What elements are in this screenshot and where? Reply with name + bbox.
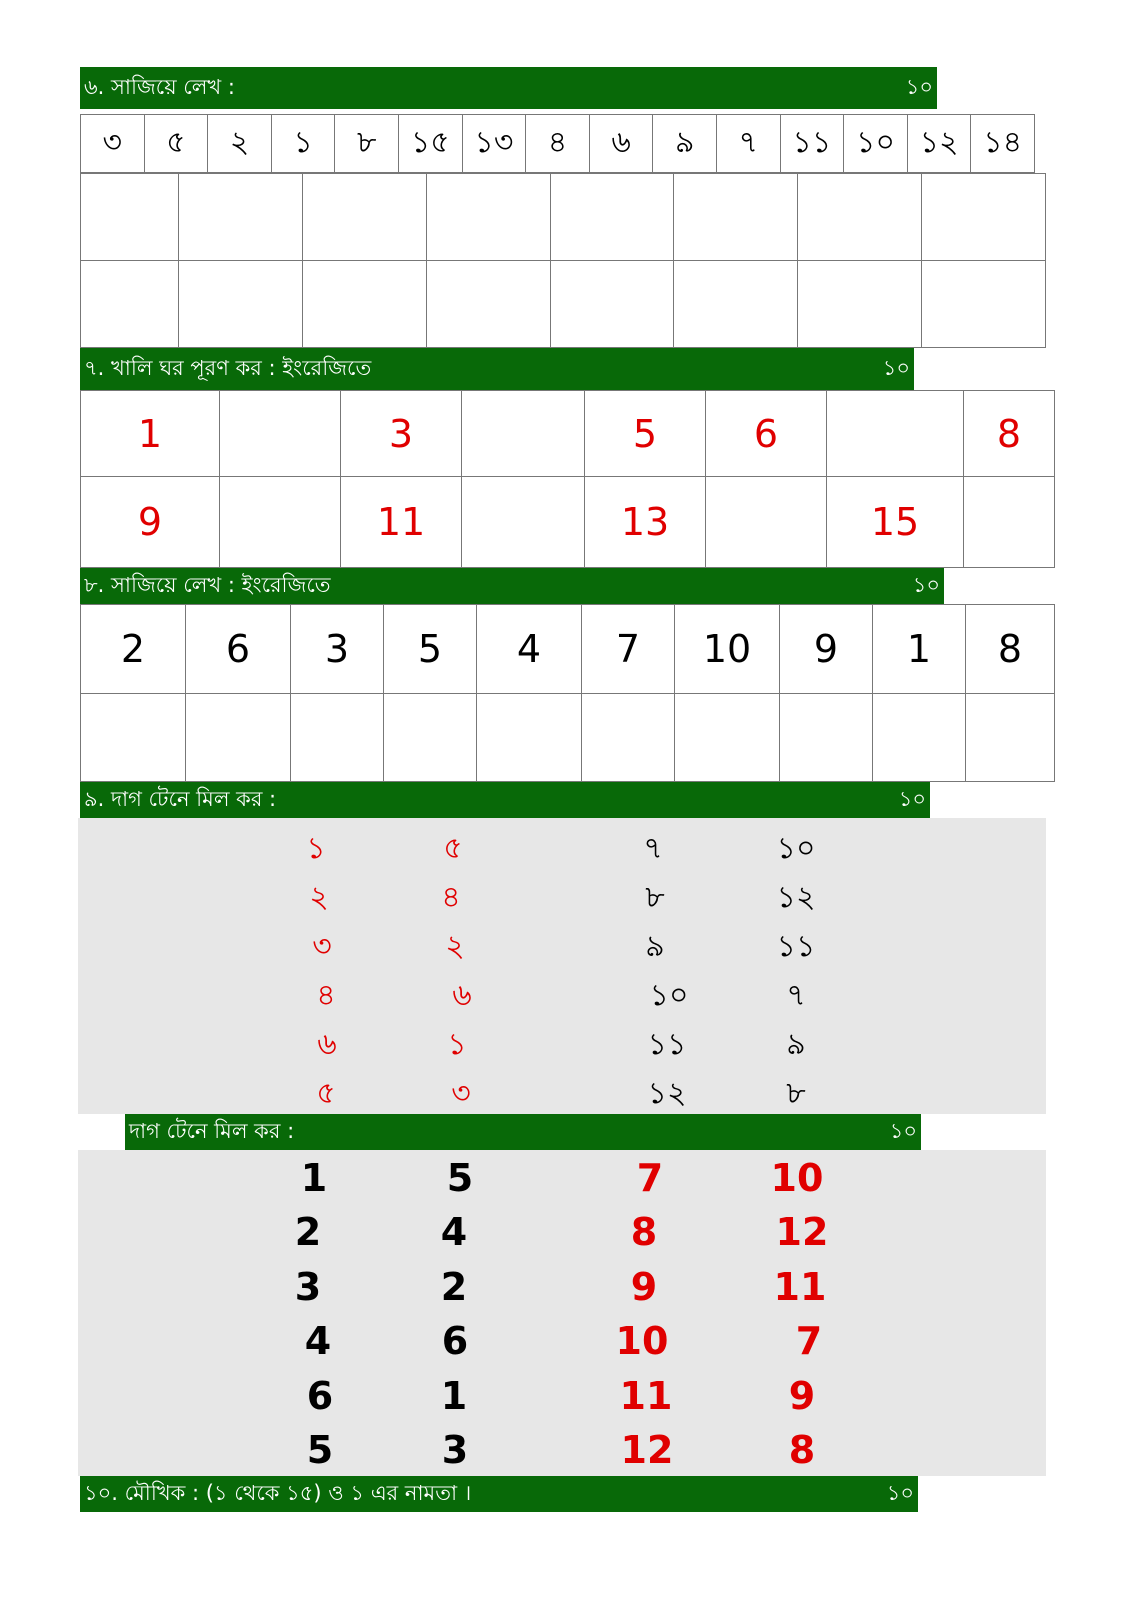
match-right-item[interactable]: ১০ (649, 978, 689, 1013)
q8-header (80, 568, 944, 604)
q9-title: ৯. দাগ টেনে মিল কর : (84, 786, 277, 811)
q7-cell: 13 (585, 477, 706, 568)
answer-box[interactable] (674, 174, 798, 261)
q7-cell: 1 (81, 391, 220, 477)
answer-box[interactable] (303, 261, 427, 348)
q9b-match-panel[interactable] (78, 1150, 1046, 1476)
match-right-item[interactable]: ১০ (776, 831, 816, 866)
q8-cell: 9 (780, 605, 873, 694)
match-right-item[interactable]: ১১ (776, 929, 816, 964)
match-left-item[interactable]: 4 (304, 1319, 332, 1363)
q8-cell: 6 (186, 605, 291, 694)
answer-box[interactable] (303, 174, 427, 261)
match-right-item[interactable]: 11 (773, 1265, 827, 1309)
match-left-item[interactable]: ৩ (312, 929, 332, 964)
match-right-item[interactable]: 10 (770, 1156, 824, 1200)
q7-cell: 11 (341, 477, 462, 568)
q6-cell: ১ (272, 115, 336, 173)
q9-header (80, 782, 930, 818)
q8-cell: 8 (966, 605, 1055, 694)
q9-match-panel[interactable] (78, 818, 1046, 1114)
q7-blank-cell[interactable] (462, 477, 585, 568)
q6-cell: ১৪ (971, 115, 1035, 173)
answer-box[interactable] (427, 174, 551, 261)
q6-marks: ১০ (905, 74, 933, 99)
match-right-item[interactable]: ৯ (645, 929, 665, 964)
answer-box[interactable] (384, 694, 477, 782)
match-left-item[interactable]: ১ (306, 831, 326, 866)
q6-cell: ৬ (590, 115, 654, 173)
answer-box[interactable] (675, 694, 780, 782)
match-right-item[interactable]: ৮ (786, 1076, 806, 1111)
match-right-item[interactable]: ১২ (647, 1076, 687, 1111)
answer-box[interactable] (179, 174, 303, 261)
match-left-item[interactable]: ২ (445, 929, 465, 964)
match-right-item[interactable]: ১২ (776, 880, 816, 915)
answer-box[interactable] (551, 261, 675, 348)
q8-cell: 5 (384, 605, 477, 694)
match-left-item[interactable]: ৬ (317, 1027, 337, 1062)
q9b-title: দাগ টেনে মিল কর : (129, 1118, 295, 1143)
q6-cell: ১০ (844, 115, 908, 173)
q8-cell: 7 (582, 605, 675, 694)
answer-box[interactable] (81, 261, 179, 348)
answer-box[interactable] (674, 261, 798, 348)
answer-box[interactable] (966, 694, 1055, 782)
match-left-item[interactable]: 2 (440, 1265, 468, 1309)
match-left-item[interactable]: 3 (294, 1265, 322, 1309)
answer-box[interactable] (582, 694, 675, 782)
match-left-item[interactable]: ৬ (452, 978, 472, 1013)
q9b-header (125, 1114, 921, 1150)
answer-box[interactable] (798, 261, 922, 348)
answer-box[interactable] (81, 694, 186, 782)
q7-blank-cell[interactable] (462, 391, 585, 477)
match-left-item[interactable]: ১ (447, 1027, 467, 1062)
match-right-item[interactable]: 11 (619, 1374, 673, 1418)
match-left-item[interactable]: 6 (306, 1374, 334, 1418)
q6-cell: ১৩ (463, 115, 527, 173)
q8-cell: 2 (81, 605, 186, 694)
match-right-item[interactable]: 7 (636, 1156, 664, 1200)
q7-marks: ১০ (882, 355, 910, 380)
match-right-item[interactable]: 12 (775, 1210, 829, 1254)
match-right-item[interactable]: 7 (795, 1319, 823, 1363)
match-right-item[interactable]: 9 (788, 1374, 816, 1418)
q7-title: ৭. খালি ঘর পূরণ কর : ইংরেজিতে (84, 355, 372, 380)
q6-cell: ৮ (335, 115, 399, 173)
match-right-item[interactable]: 10 (615, 1319, 669, 1363)
q8-cell: 3 (291, 605, 384, 694)
match-left-item[interactable]: 6 (441, 1319, 469, 1363)
q8-marks: ১০ (912, 572, 940, 597)
q10-marks: ১০ (886, 1480, 914, 1505)
match-left-item[interactable]: ৪ (441, 880, 461, 915)
q6-cell: ২ (208, 115, 272, 173)
q6-cell: ৯ (653, 115, 717, 173)
match-right-item[interactable]: ৮ (645, 880, 665, 915)
answer-box[interactable] (780, 694, 873, 782)
q8-grid (80, 604, 1055, 782)
q9b-marks: ১০ (889, 1118, 917, 1143)
q7-header (80, 348, 914, 390)
match-right-item[interactable]: ৭ (643, 831, 663, 866)
q7-blank-cell[interactable] (706, 477, 827, 568)
match-right-item[interactable]: 8 (788, 1428, 816, 1472)
q6-answer-grid[interactable] (80, 173, 1046, 348)
q6-cell: ১১ (781, 115, 845, 173)
q7-cell: 9 (81, 477, 220, 568)
answer-box[interactable] (427, 261, 551, 348)
answer-box[interactable] (873, 694, 966, 782)
q6-number-row (80, 114, 1035, 173)
q8-cell: 10 (675, 605, 780, 694)
match-left-item[interactable]: ৪ (316, 978, 336, 1013)
match-left-item[interactable]: 1 (300, 1156, 328, 1200)
answer-box[interactable] (81, 174, 179, 261)
q10-header (80, 1476, 918, 1512)
match-left-item[interactable]: 1 (440, 1374, 468, 1418)
match-right-item[interactable]: ১১ (647, 1027, 687, 1062)
match-left-item[interactable]: ৫ (443, 831, 463, 866)
q7-cell: 15 (827, 477, 964, 568)
q6-cell: ১৫ (399, 115, 463, 173)
q6-cell: ৩ (81, 115, 145, 173)
match-left-item[interactable]: 5 (306, 1428, 334, 1472)
q6-cell: ৭ (717, 115, 781, 173)
match-left-item[interactable]: 3 (441, 1428, 469, 1472)
q6-header (80, 67, 937, 109)
q10-title: ১০. মৌখিক : (১ থেকে ১৫) ও ১ এর নামতা । (84, 1480, 472, 1505)
q7-blank-cell[interactable] (220, 477, 341, 568)
match-right-item[interactable]: ৭ (786, 978, 806, 1013)
match-left-item[interactable]: 5 (446, 1156, 474, 1200)
q7-cell: 3 (341, 391, 462, 477)
q6-cell: ১২ (908, 115, 972, 173)
match-right-item[interactable]: ৯ (786, 1027, 806, 1062)
q7-blank-cell[interactable] (220, 391, 341, 477)
answer-box[interactable] (922, 261, 1046, 348)
q8-cell: 4 (477, 605, 582, 694)
q7-blank-cell[interactable] (827, 391, 964, 477)
answer-box[interactable] (798, 174, 922, 261)
match-right-item[interactable]: 12 (620, 1428, 674, 1472)
match-right-item[interactable]: 8 (630, 1210, 658, 1254)
match-left-item[interactable]: 4 (440, 1210, 468, 1254)
q7-cell: 8 (964, 391, 1055, 477)
answer-box[interactable] (291, 694, 384, 782)
q7-cell: 5 (585, 391, 706, 477)
q9-marks: ১০ (898, 786, 926, 811)
match-left-item[interactable]: ৩ (451, 1076, 471, 1111)
q7-fill-grid (80, 390, 1055, 568)
q8-title: ৮. সাজিয়ে লেখ : ইংরেজিতে (84, 572, 331, 597)
q6-title: ৬. সাজিয়ে লেখ : (84, 74, 235, 99)
q7-blank-cell[interactable] (964, 477, 1055, 568)
q6-cell: ৫ (145, 115, 209, 173)
q8-cell: 1 (873, 605, 966, 694)
answer-box[interactable] (551, 174, 675, 261)
answer-box[interactable] (179, 261, 303, 348)
match-left-item[interactable]: ৫ (316, 1076, 336, 1111)
q7-cell: 6 (706, 391, 827, 477)
answer-box[interactable] (477, 694, 582, 782)
match-left-item[interactable]: 2 (294, 1210, 322, 1254)
q6-cell: ৪ (526, 115, 590, 173)
match-right-item[interactable]: 9 (630, 1265, 658, 1309)
answer-box[interactable] (186, 694, 291, 782)
match-left-item[interactable]: ২ (309, 880, 329, 915)
answer-box[interactable] (922, 174, 1046, 261)
